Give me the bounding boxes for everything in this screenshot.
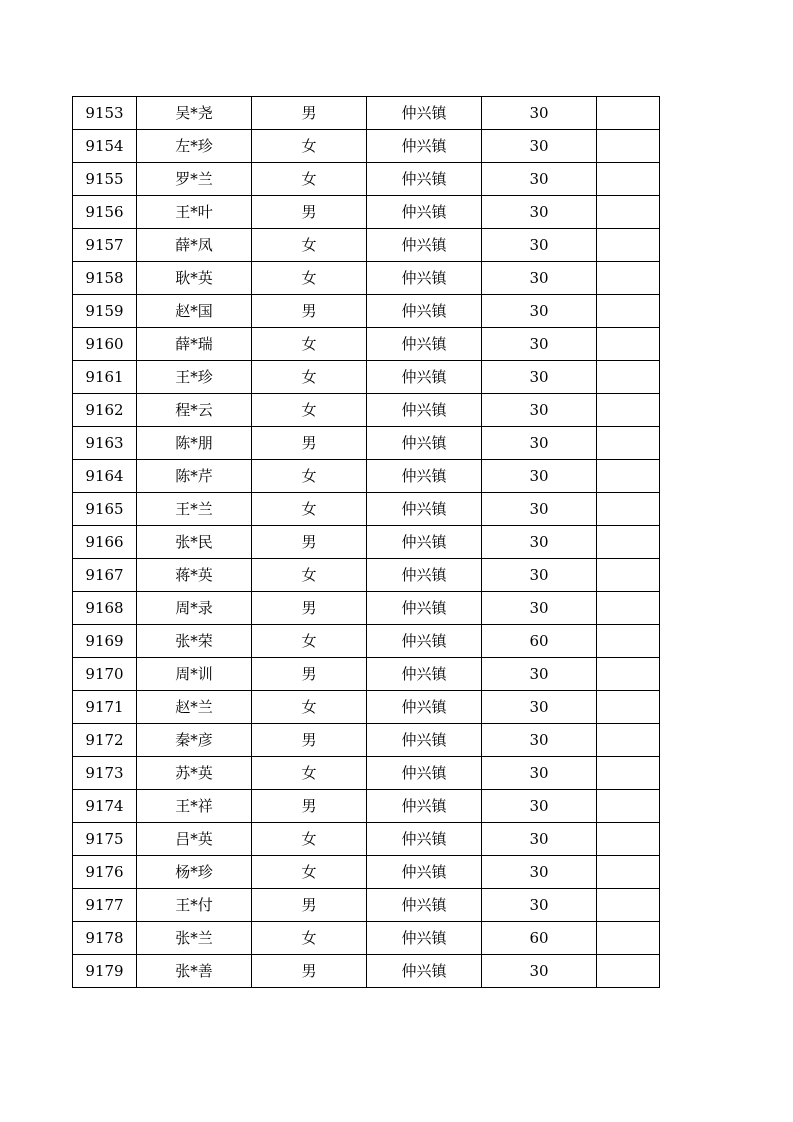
gender-cell: 女 [252,229,367,262]
name-cell: 左*珍 [137,130,252,163]
table-row [73,130,660,163]
town-cell: 仲兴镇 [367,493,482,526]
row-id-cell: 9158 [73,262,137,295]
amount-cell: 30 [482,163,597,196]
name-cell: 蒋*英 [137,559,252,592]
amount-cell: 30 [482,559,597,592]
town-cell: 仲兴镇 [367,262,482,295]
town-cell: 仲兴镇 [367,295,482,328]
note-cell [597,658,660,691]
note-cell [597,757,660,790]
note-cell [597,97,660,130]
note-cell [597,790,660,823]
row-id-cell: 9155 [73,163,137,196]
amount-cell: 30 [482,328,597,361]
amount-cell: 30 [482,130,597,163]
row-id-cell: 9164 [73,460,137,493]
note-cell [597,130,660,163]
name-cell: 罗*兰 [137,163,252,196]
name-cell: 薛*凤 [137,229,252,262]
town-cell: 仲兴镇 [367,724,482,757]
town-cell: 仲兴镇 [367,130,482,163]
amount-cell: 30 [482,361,597,394]
name-cell: 周*录 [137,592,252,625]
town-cell: 仲兴镇 [367,889,482,922]
subsidy-table-container [72,96,660,988]
town-cell: 仲兴镇 [367,922,482,955]
gender-cell: 女 [252,625,367,658]
town-cell: 仲兴镇 [367,856,482,889]
amount-cell: 60 [482,922,597,955]
row-id-cell: 9169 [73,625,137,658]
town-cell: 仲兴镇 [367,97,482,130]
amount-cell: 30 [482,658,597,691]
note-cell [597,922,660,955]
amount-cell: 30 [482,493,597,526]
table-row [73,922,660,955]
table-row [73,724,660,757]
note-cell [597,427,660,460]
table-row [73,163,660,196]
note-cell [597,592,660,625]
note-cell [597,163,660,196]
amount-cell: 30 [482,460,597,493]
table-row [73,460,660,493]
amount-cell: 30 [482,790,597,823]
table-row [73,328,660,361]
table-row [73,196,660,229]
note-cell [597,328,660,361]
name-cell: 程*云 [137,394,252,427]
gender-cell: 女 [252,328,367,361]
row-id-cell: 9161 [73,361,137,394]
gender-cell: 男 [252,196,367,229]
note-cell [597,889,660,922]
row-id-cell: 9153 [73,97,137,130]
table-row [73,262,660,295]
town-cell: 仲兴镇 [367,790,482,823]
table-row [73,229,660,262]
note-cell [597,559,660,592]
table-row [73,592,660,625]
town-cell: 仲兴镇 [367,658,482,691]
note-cell [597,196,660,229]
gender-cell: 女 [252,130,367,163]
table-row [73,625,660,658]
gender-cell: 女 [252,361,367,394]
amount-cell: 30 [482,295,597,328]
town-cell: 仲兴镇 [367,427,482,460]
town-cell: 仲兴镇 [367,559,482,592]
name-cell: 张*民 [137,526,252,559]
town-cell: 仲兴镇 [367,757,482,790]
name-cell: 杨*珍 [137,856,252,889]
gender-cell: 男 [252,97,367,130]
town-cell: 仲兴镇 [367,163,482,196]
gender-cell: 男 [252,295,367,328]
town-cell: 仲兴镇 [367,328,482,361]
row-id-cell: 9173 [73,757,137,790]
town-cell: 仲兴镇 [367,955,482,988]
row-id-cell: 9167 [73,559,137,592]
town-cell: 仲兴镇 [367,625,482,658]
amount-cell: 30 [482,427,597,460]
gender-cell: 女 [252,922,367,955]
name-cell: 张*兰 [137,922,252,955]
name-cell: 赵*兰 [137,691,252,724]
row-id-cell: 9159 [73,295,137,328]
amount-cell: 30 [482,955,597,988]
table-row [73,97,660,130]
amount-cell: 30 [482,196,597,229]
gender-cell: 女 [252,559,367,592]
name-cell: 耿*英 [137,262,252,295]
table-body [73,97,660,988]
name-cell: 王*叶 [137,196,252,229]
name-cell: 赵*国 [137,295,252,328]
row-id-cell: 9168 [73,592,137,625]
name-cell: 苏*英 [137,757,252,790]
note-cell [597,361,660,394]
town-cell: 仲兴镇 [367,592,482,625]
gender-cell: 男 [252,526,367,559]
amount-cell: 30 [482,262,597,295]
name-cell: 张*善 [137,955,252,988]
row-id-cell: 9162 [73,394,137,427]
name-cell: 薛*瑞 [137,328,252,361]
amount-cell: 30 [482,889,597,922]
row-id-cell: 9171 [73,691,137,724]
table-row [73,493,660,526]
amount-cell: 30 [482,823,597,856]
town-cell: 仲兴镇 [367,526,482,559]
table-row [73,427,660,460]
table-row [73,394,660,427]
row-id-cell: 9165 [73,493,137,526]
row-id-cell: 9160 [73,328,137,361]
table-row [73,856,660,889]
town-cell: 仲兴镇 [367,361,482,394]
amount-cell: 30 [482,757,597,790]
gender-cell: 女 [252,394,367,427]
name-cell: 秦*彦 [137,724,252,757]
gender-cell: 男 [252,658,367,691]
table-row [73,691,660,724]
row-id-cell: 9154 [73,130,137,163]
amount-cell: 60 [482,625,597,658]
table-row [73,526,660,559]
note-cell [597,955,660,988]
gender-cell: 女 [252,163,367,196]
note-cell [597,625,660,658]
note-cell [597,229,660,262]
row-id-cell: 9156 [73,196,137,229]
note-cell [597,493,660,526]
gender-cell: 男 [252,790,367,823]
table-row [73,823,660,856]
amount-cell: 30 [482,592,597,625]
note-cell [597,691,660,724]
gender-cell: 女 [252,856,367,889]
amount-cell: 30 [482,526,597,559]
gender-cell: 女 [252,823,367,856]
note-cell [597,823,660,856]
gender-cell: 女 [252,691,367,724]
note-cell [597,262,660,295]
note-cell [597,724,660,757]
gender-cell: 男 [252,724,367,757]
table-row [73,559,660,592]
name-cell: 王*珍 [137,361,252,394]
gender-cell: 男 [252,889,367,922]
table-row [73,790,660,823]
note-cell [597,394,660,427]
town-cell: 仲兴镇 [367,394,482,427]
row-id-cell: 9172 [73,724,137,757]
note-cell [597,295,660,328]
row-id-cell: 9178 [73,922,137,955]
row-id-cell: 9176 [73,856,137,889]
row-id-cell: 9166 [73,526,137,559]
name-cell: 王*付 [137,889,252,922]
amount-cell: 30 [482,724,597,757]
town-cell: 仲兴镇 [367,823,482,856]
town-cell: 仲兴镇 [367,229,482,262]
table-row [73,361,660,394]
town-cell: 仲兴镇 [367,691,482,724]
gender-cell: 女 [252,757,367,790]
amount-cell: 30 [482,691,597,724]
name-cell: 王*祥 [137,790,252,823]
name-cell: 吴*尧 [137,97,252,130]
name-cell: 周*训 [137,658,252,691]
table-row [73,295,660,328]
amount-cell: 30 [482,856,597,889]
table-row [73,658,660,691]
amount-cell: 30 [482,97,597,130]
gender-cell: 女 [252,460,367,493]
row-id-cell: 9157 [73,229,137,262]
name-cell: 陈*芹 [137,460,252,493]
note-cell [597,856,660,889]
row-id-cell: 9175 [73,823,137,856]
name-cell: 王*兰 [137,493,252,526]
gender-cell: 女 [252,493,367,526]
name-cell: 张*荣 [137,625,252,658]
table-row [73,889,660,922]
town-cell: 仲兴镇 [367,196,482,229]
table-row [73,955,660,988]
amount-cell: 30 [482,394,597,427]
gender-cell: 男 [252,592,367,625]
note-cell [597,526,660,559]
table-row [73,757,660,790]
town-cell: 仲兴镇 [367,460,482,493]
gender-cell: 男 [252,955,367,988]
row-id-cell: 9170 [73,658,137,691]
row-id-cell: 9179 [73,955,137,988]
row-id-cell: 9177 [73,889,137,922]
subsidy-table [72,96,660,988]
amount-cell: 30 [482,229,597,262]
gender-cell: 女 [252,262,367,295]
name-cell: 陈*朋 [137,427,252,460]
name-cell: 吕*英 [137,823,252,856]
row-id-cell: 9174 [73,790,137,823]
gender-cell: 男 [252,427,367,460]
row-id-cell: 9163 [73,427,137,460]
note-cell [597,460,660,493]
